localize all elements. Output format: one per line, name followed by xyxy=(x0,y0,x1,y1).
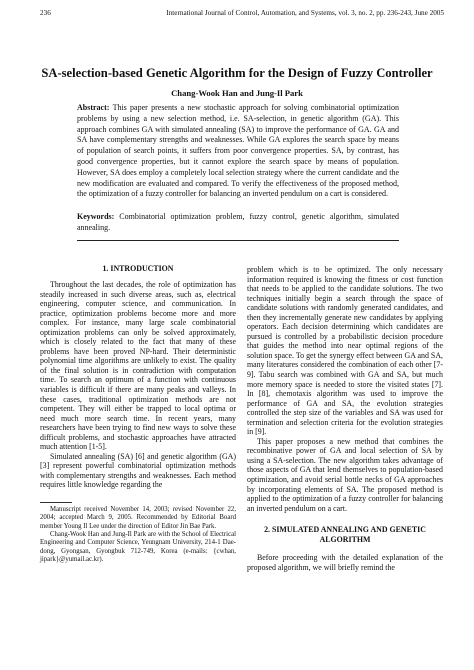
keywords-label: Keywords: xyxy=(77,212,115,221)
page-number: 236 xyxy=(40,9,51,17)
footnotes xyxy=(40,506,236,564)
abstract-text: This paper presents a new stochastic approach for solving combinatorial optimization problems by using a new selection method, i.e. SA-selection, in genetic algorithm (GA). This approach combines GA with simulated annealing (SA) to improve the performance of GA. GA and SA have complementary strengths and weaknesses. While GA explores the search space by means of population of search points, it suffers from poor convergence properties. SA, by contrast, has good convergence properties, but it cannot explore the search space by means of population. However, SA does employ a completely local selection strategy where the current candidate and the new modification are evaluated and compared. To verify the effectiveness of the proposed method, the optimization of a fuzzy controller for balancing an inverted pendulum on a cart is considered. xyxy=(77,103,399,199)
paper-title: SA-selection-based Genetic Algorithm for the Design of Fuzzy Controller xyxy=(41,66,433,80)
right-column xyxy=(247,265,443,572)
body-paragraph: This paper proposes a new method that combines the recombinative power of GA and local selection of SA by using a SA-selection. The new algorithm takes advantage of those aspects of GA that lend themselves to population-based optimization, and avoid serial bottle necks of GA approaches by incorporating elements of SA. The proposed method is applied to the optimization of a fuzzy controller for balancing an inverted pendulum on a cart. xyxy=(247,436,443,513)
keywords-text: Combinatorial optimization problem, fuzzy control, genetic algorithm, simulated annealing. xyxy=(77,212,399,232)
abstract-label: Abstract: xyxy=(77,103,110,112)
footnote-manuscript: Manuscript received November 14, 2003; revised November 22, 2004; accepted March 9, 2005. Recommended by Editorial Board member Young Il Lee under the direction of Editor Jin Bae Park. xyxy=(40,506,236,530)
section-heading-introduction: 1. INTRODUCTION xyxy=(102,264,174,273)
running-header xyxy=(40,7,444,19)
paper-authors: Chang-Wook Han and Jung-Il Park xyxy=(171,88,303,98)
body-paragraph: Simulated annealing (SA) [6] and genetic algorithm (GA) [3] represent powerful combinatorial optimization methods with complementary strengths and weaknesses. Each method requires little knowledge regarding the xyxy=(40,451,236,490)
header-divider xyxy=(77,240,399,241)
body-paragraph: Before proceeding with the detailed explanation of the proposed algorithm, we will briefly remind the xyxy=(247,553,443,572)
footnote-affiliation: Chang-Wook Han and Jung-Il Park are with the School of Electrical Engineering and Computer Science, Yeungnam University, 214-1 Dae-dong, Gyongsan, Gyongbuk 712-749, Korea (e-mails: {cwhan, jipark}@yumail.ac.kr). xyxy=(40,530,236,563)
body-paragraph: problem which is to be optimized. The only necessary information required is knowing the fitness or cost function that needs to be applied to the candidate solutions. The two techniques initially begin a search through the space of candidate solutions with randomly generated candidates, and then they incrementally generate new candidates by applying operators. Each decision determining which candidates are pursued is controlled by a probabilistic decision procedure that guides the method into near optimal regions of the solution space. To get the synergy effect between GA and SA, many literatures considered the combination of each other [7-9]. Tabu search was combined with GA and SA, but much more memory space is needed to store the visited states [7]. In [8], chemotaxis algorithm was used to improve the performance of GA and SA, the evolution strategies controlled the step size of the variables and SA was used for termination and selection criteria for the evolution strategies in [9]. xyxy=(247,265,443,437)
left-column xyxy=(40,264,236,564)
keywords xyxy=(77,212,399,234)
journal-reference: International Journal of Control, Automation, and Systems, vol. 3, no. 2, pp. 236-243, June 2005 xyxy=(166,9,444,17)
footnote-divider xyxy=(40,502,72,503)
section-heading-sa-ga: 2. SIMULATED ANNEALING AND GENETIC ALGORITHM xyxy=(264,525,426,545)
body-paragraph: Throughout the last decades, the role of optimization has steadily increased in such diverse areas, such as, electrical engineering, computer science, and communication. In practice, optimization problems become more and more complex. For instance, many large scale combinatorial optimization problems can only be solved approximately, which is closely related to the fact that many of these problems have been proved NP-hard. Their deterministic polynomial time algorithms are unlikely to exist. The quality of the final solution is in contradiction with computation time. To search an optimum of a function with continuous variables is difficult if there are many peaks and valleys. In these cases, traditional optimization methods are not competent. They will either be trapped to local optima or need much more search time. In recent years, many researchers have been trying to find new ways to solve these difficult problems, and stochastic approaches have attracted much attention [1-5]. xyxy=(40,280,236,452)
abstract xyxy=(77,103,399,200)
